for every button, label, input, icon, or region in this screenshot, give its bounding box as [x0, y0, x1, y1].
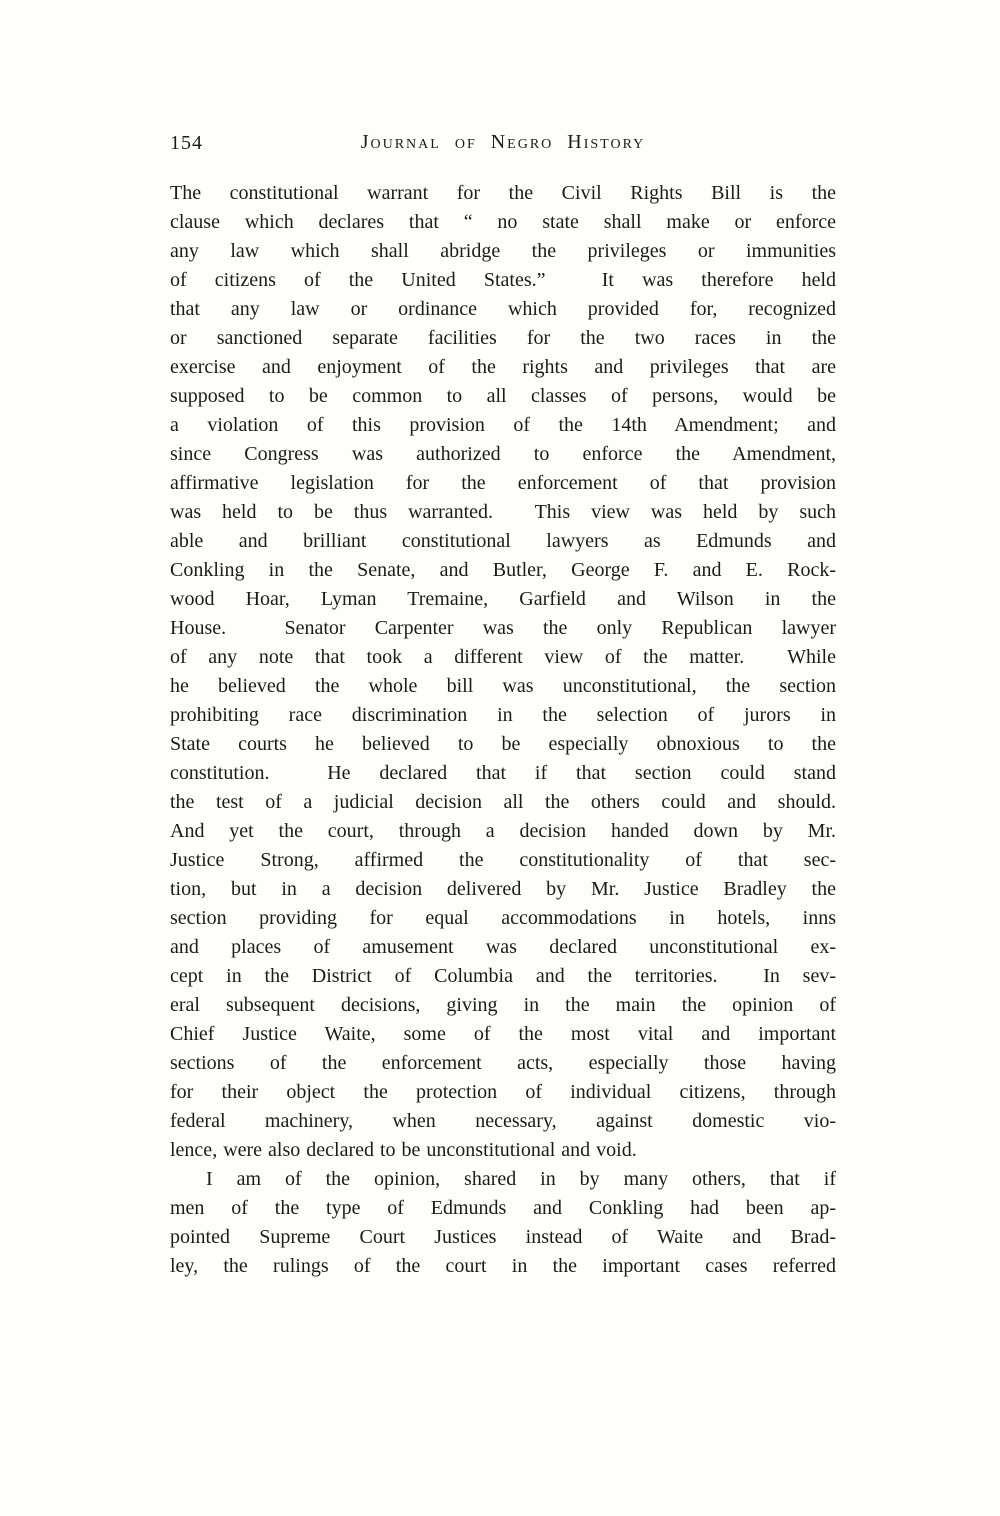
text-line: wood Hoar, Lyman Tremaine, Garfield and Wilson in the	[170, 588, 836, 610]
text-line: prohibiting race discrimination in the selection of jurors in	[170, 704, 836, 726]
text-line: Conkling in the Senate, and Butler, George F. and E. Rock-	[170, 559, 836, 581]
text-line: of any note that took a different view of the matter. While	[170, 646, 836, 668]
text-line: And yet the court, through a decision handed down by Mr.	[170, 820, 836, 842]
text-line: affirmative legislation for the enforcement of that provision	[170, 472, 836, 494]
text-line: clause which declares that “ no state shall make or enforce	[170, 211, 836, 233]
text-line: sections of the enforcement acts, especially those having	[170, 1052, 836, 1074]
paragraph	[170, 179, 836, 1165]
text-line: able and brilliant constitutional lawyers as Edmunds and	[170, 530, 836, 552]
text-line: men of the type of Edmunds and Conkling had been ap-	[170, 1197, 836, 1219]
text-line: exercise and enjoyment of the rights and privileges that are	[170, 356, 836, 378]
text-line: he believed the whole bill was unconstitutional, the section	[170, 675, 836, 697]
text-line: I am of the opinion, shared in by many others, that if	[206, 1168, 836, 1190]
text-line: was held to be thus warranted. This view was held by such	[170, 501, 836, 523]
text-block	[170, 131, 836, 1281]
text-line: section providing for equal accommodations in hotels, inns	[170, 907, 836, 929]
text-line: ley, the rulings of the court in the important cases referred	[170, 1255, 836, 1277]
text-line: State courts he believed to be especially obnoxious to the	[170, 733, 836, 755]
journal-title: Journal of Negro History	[360, 131, 646, 153]
text-line: lence, were also declared to be unconstitutional and void.	[170, 1139, 637, 1161]
text-line: House. Senator Carpenter was the only Republican lawyer	[170, 617, 836, 639]
text-line: The constitutional warrant for the Civil Rights Bill is the	[170, 182, 836, 204]
text-line: constitution. He declared that if that section could stand	[170, 762, 836, 784]
text-line: tion, but in a decision delivered by Mr. Justice Bradley the	[170, 878, 836, 900]
page-number: 154	[170, 132, 203, 154]
text-line: or sanctioned separate facilities for the two races in the	[170, 327, 836, 349]
text-line: the test of a judicial decision all the others could and should.	[170, 791, 836, 813]
text-line: Chief Justice Waite, some of the most vital and important	[170, 1023, 836, 1045]
text-line: federal machinery, when necessary, against domestic vio-	[170, 1110, 836, 1132]
text-line: cept in the District of Columbia and the territories. In sev-	[170, 965, 836, 987]
text-line: a violation of this provision of the 14th Amendment; and	[170, 414, 836, 436]
text-line: eral subsequent decisions, giving in the main the opinion of	[170, 994, 836, 1016]
page-body	[170, 179, 836, 1281]
text-line: Justice Strong, affirmed the constitutionality of that sec-	[170, 849, 836, 871]
paragraph	[170, 1165, 836, 1281]
text-line: that any law or ordinance which provided for, recognized	[170, 298, 836, 320]
text-line: since Congress was authorized to enforce the Amendment,	[170, 443, 836, 465]
running-header	[170, 131, 836, 157]
text-line: supposed to be common to all classes of persons, would be	[170, 385, 836, 407]
text-line: of citizens of the United States.” It was therefore held	[170, 269, 836, 291]
text-line: any law which shall abridge the privileges or immunities	[170, 240, 836, 262]
text-line: and places of amusement was declared unconstitutional ex-	[170, 936, 836, 958]
text-line: pointed Supreme Court Justices instead of Waite and Brad-	[170, 1226, 836, 1248]
text-line: for their object the protection of individual citizens, through	[170, 1081, 836, 1103]
